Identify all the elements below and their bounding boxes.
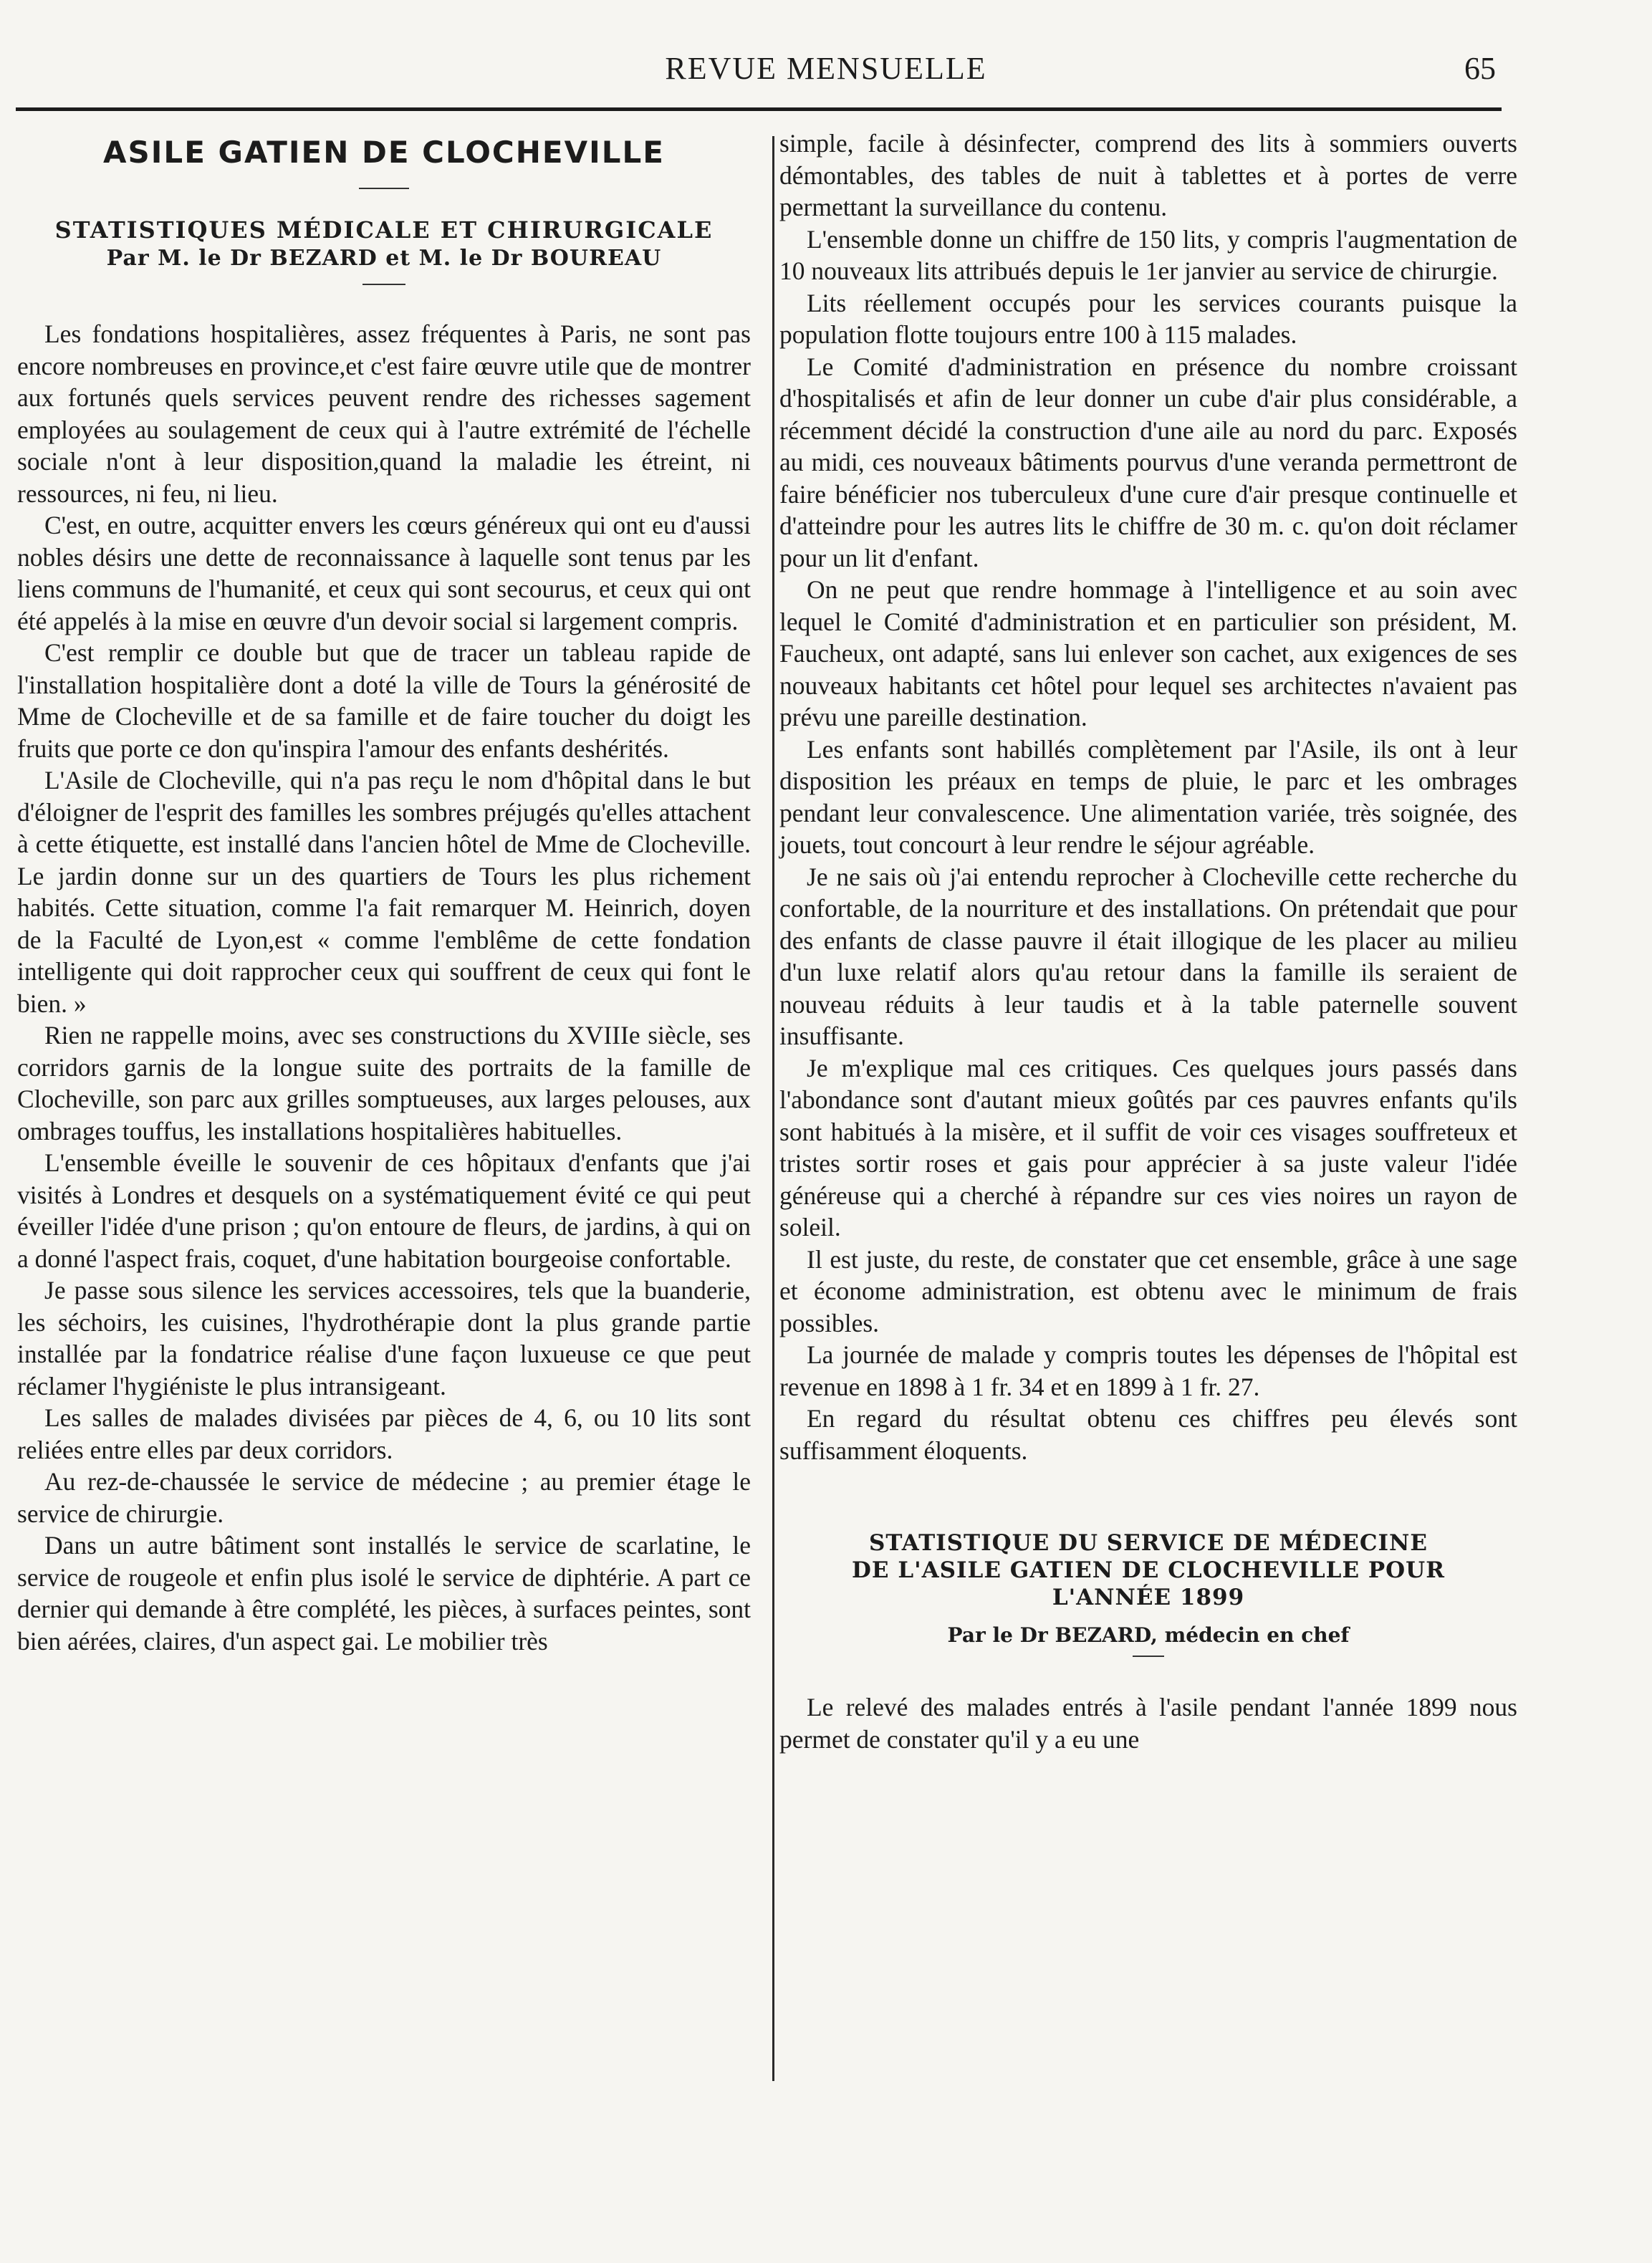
paragraph: Dans un autre bâtiment sont installés le service de scarlatine, le service de rougeole et enfin plus isolé le service de diphtérie. A part ce dernier qui demande à être complété, les pièces, à surfaces peintes, sont bien aérées, claires, d'un aspect gai. Le mobilier très: [17, 1531, 751, 1656]
section-rule: [1133, 1656, 1164, 1657]
left-column: [17, 128, 751, 1657]
paragraph: Je ne sais où j'ai entendu reprocher à Clocheville cette recherche du confortable, de la nourriture et des installations. On prétendait que pour des enfants de classe pauvre il était illogique de les placer au milieu d'un luxe relatif alors qu'au retour dans la famille ils seraient de nouveau réduits à leur taudis et à la table paternelle souvent insuffisante.: [779, 862, 1517, 1050]
column-divider: [772, 136, 774, 2081]
section-byline: Par le Dr BEZARD, médecin en chef: [947, 1623, 1350, 1647]
page-number: 65: [1464, 51, 1496, 86]
section-spacer: [779, 1466, 1517, 1529]
paragraph: En regard du résultat obtenu ces chiffres peu élevés sont suffisamment éloquents.: [779, 1404, 1517, 1465]
paragraph: Il est juste, du reste, de constater que cet ensemble, grâce à une sage et économe administration, est obtenu avec le minimum de frais possibles.: [779, 1244, 1517, 1337]
header-rule: [16, 107, 1502, 111]
paragraph: Les fondations hospitalières, assez fréquentes à Paris, ne sont pas encore nombreuses en province,et c'est faire œuvre utile que de montrer aux fortunés quels services peuvent rendre des richesses sagement employées au soulagement de ceux qui à l'autre extrémité de l'échelle sociale n'ont à leur disposition,quand la maladie les étreint, ni ressources, ni feu, ni lieu.: [17, 319, 751, 508]
paragraph: Au rez-de-chaussée le service de médecine ; au premier étage le service de chirurgie.: [17, 1467, 751, 1528]
paragraph: Rien ne rappelle moins, avec ses constructions du XVIIIe siècle, ses corridors garnis de la longue suite des portraits de la famille de Clocheville, son parc aux grilles somptueuses, aux larges pelouses, aux ombrages touffus, les installations hospitalières habituelles.: [17, 1021, 751, 1145]
paragraph: L'ensemble donne un chiffre de 150 lits, y compris l'augmentation de 10 nouveaux lits attribués depuis le 1er janvier au service de chirurgie.: [779, 224, 1517, 285]
paragraph: Le Comité d'administration en présence du nombre croissant d'hospitalisés et afin de leur donner un cube d'air plus considérable, a récemment décidé la construction d'une aile au nord du parc. Exposés au midi, ces nouveaux bâtiments pourvus d'une veranda permettront de faire bénéficier nos tuberculeux d'une cure d'air presque continuelle et d'atteindre pour les autres lits le chiffre de 30 m. c. qu'on doit réclamer pour un lit d'enfant.: [779, 352, 1517, 572]
paragraph: L'Asile de Clocheville, qui n'a pas reçu le nom d'hôpital dans le but d'éloigner de l'esprit des familles les sombres préjugés qu'elles attachent à cette étiquette, est installé dans l'ancien hôtel de Mme de Clocheville. Le jardin donne sur un des quartiers de Tours les plus richement habités. Cette situation, comme l'a fait remarquer M. Heinrich, doyen de la Faculté de Lyon,est « comme l'emblême de cette fondation intelligente qui doit rapprocher ceux qui souffrent de ceux qui font le bien. »: [17, 766, 751, 1018]
paragraph: C'est remplir ce double but que de tracer un tableau rapide de l'installation hospitalière dont a doté la ville de Tours la générosité de Mme de Clocheville et de sa famille et de faire toucher du doigt les fruits que porte ce don qu'inspira l'amour des enfants deshérités.: [17, 638, 751, 763]
paragraph: Le relevé des malades entrés à l'asile pendant l'année 1899 nous permet de constater qu'il y a eu une: [779, 1693, 1517, 1754]
paragraph: C'est, en outre, acquitter envers les cœurs généreux qui ont eu d'aussi nobles désirs une dette de reconnaissance à laquelle sont tenus par les liens communs de l'humanité, et ceux qui sont secourus, et ceux qui ont été appelés à la mise en œuvre d'un devoir social si largement compris.: [17, 511, 751, 635]
authors-rule: [362, 284, 405, 285]
paragraph: La journée de malade y compris toutes les dépenses de l'hôpital est revenue en 1898 à 1 fr. 34 et en 1899 à 1 fr. 27.: [779, 1340, 1517, 1401]
paragraph-continuation: simple, facile à désinfecter, comprend des lits à sommiers ouverts démontables, des tables de nuit à tablettes et à portes de verre permettant la surveillance du contenu.: [779, 129, 1517, 221]
paragraph: Les enfants sont habillés complètement par l'Asile, ils ont à leur disposition les préaux en temps de pluie, le parc et les ombrages pendant leur convalescence. Une alimentation variée, très soignée, des jouets, tout concourt à leur rendre le séjour agréable.: [779, 734, 1517, 859]
section-title-line: DE L'ASILE GATIEN DE CLOCHEVILLE POUR: [852, 1557, 1445, 1583]
paragraph: Les salles de malades divisées par pièces de 4, 6, ou 10 lits sont reliées entre elles par deux corridors.: [17, 1403, 751, 1464]
section-title-line: STATISTIQUE DU SERVICE DE MÉDECINE: [868, 1530, 1428, 1556]
paragraph: Je m'explique mal ces critiques. Ces quelques jours passés dans l'abondance sont d'autant mieux goûtés par ces pauvres enfants qu'ils sont habitués à la misère, et il suffit de voir ces visages souffreteux et tristes sortir roses et gais pour apprécier à sa juste valeur l'idée généreuse qui a cherché à répandre sur ces vies noires un rayon de soleil.: [779, 1053, 1517, 1241]
title-rule: [359, 188, 409, 189]
section-title-line: L'ANNÉE 1899: [1052, 1585, 1245, 1610]
paragraph: On ne peut que rendre hommage à l'intelligence et au soin avec lequel le Comité d'administration et en particulier son président, M. Faucheux, ont adapté, sans lui enlever son cachet, aux exigences de ses nouveaux habitants cet hôtel pour lequel ses architectes n'avaient pas prévu une pareille destination.: [779, 575, 1517, 731]
article-subtitle: STATISTIQUES MÉDICALE ET CHIRURGICALE: [54, 216, 714, 244]
article-title: ASILE GATIEN DE CLOCHEVILLE: [103, 135, 665, 170]
right-column: [779, 128, 1517, 1755]
paragraph: Je passe sous silence les services accessoires, tels que la buanderie, les séchoirs, les cuisines, l'hydrothérapie dont la plus grande partie installée par la fondatrice réalise d'une façon luxueuse ce que peut réclamer l'hygiéniste le plus intransigeant.: [17, 1276, 751, 1400]
running-title: REVUE MENSUELLE: [665, 51, 987, 86]
paragraph: Lits réellement occupés pour les services courants puisque la population flotte toujours entre 100 à 115 malades.: [779, 288, 1517, 349]
paragraph: L'ensemble éveille le souvenir de ces hôpitaux d'enfants que j'ai visités à Londres et desquels on a systématiquement évité ce qui peut éveiller l'idée d'une prison ; qu'on entoure de fleurs, de jardins, à qui on a donné l'aspect frais, coquet, d'une habitation bourgeoise confortable.: [17, 1148, 751, 1273]
article-authors: Par M. le Dr BEZARD et M. le Dr BOUREAU: [106, 246, 662, 271]
